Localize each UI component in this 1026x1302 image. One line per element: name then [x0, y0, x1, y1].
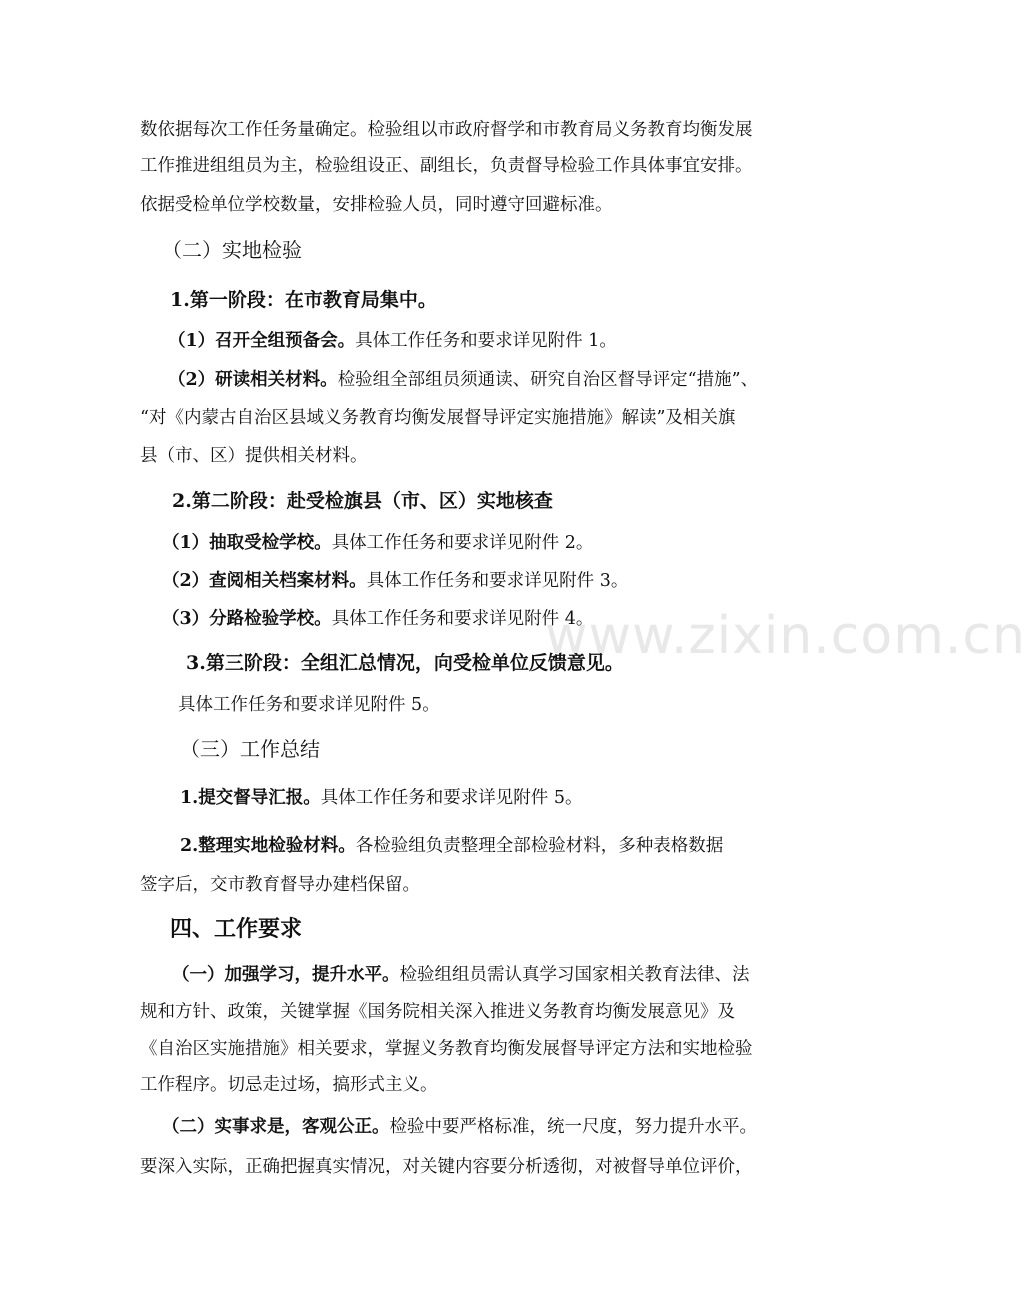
item-text: 具体工作任务和要求详见附件 3。: [366, 571, 629, 591]
item-text: 具体工作任务和要求详见附件 1。: [355, 331, 617, 351]
paragraph-line: 工作推进组组员为主，检验组设正、副组长，负责督导检验工作具体事宜安排。: [140, 156, 753, 176]
item-text: 检验中要严格标准，统一尺度，努力提升水平。: [389, 1117, 757, 1137]
watermark: www.zixin.com.cn: [545, 606, 1026, 666]
item-text: 检验组全部组员须通读、研究自治区督导评定“措施”、: [337, 370, 759, 390]
paragraph-line: 县（市、区）提供相关材料。: [140, 446, 368, 466]
item-lead: 1.提交督导汇报。: [180, 788, 321, 808]
list-item: [162, 569, 812, 593]
list-item: [162, 1115, 812, 1139]
item-lead: （2）研读相关材料。: [168, 370, 338, 390]
paragraph-line: 数依据每次工作任务量确定。检验组以市政府督学和市教育局义务教育均衡发展: [140, 120, 753, 140]
part-heading: 四、工作要求: [170, 916, 303, 942]
paragraph-line: 签字后，交市教育督导办建档保留。: [140, 875, 420, 895]
stage-heading: 1.第一阶段：在市教育局集中。: [170, 289, 437, 311]
section-heading: （三）工作总结: [180, 737, 320, 761]
item-text: 具体工作任务和要求详见附件 4。: [331, 609, 594, 629]
paragraph-line: 规和方针、政策，关键掌握《国务院相关深入推进义务教育均衡发展意见》及: [140, 1002, 735, 1022]
item-text: 各检验组负责整理全部检验材料，多种表格数据: [355, 836, 724, 856]
paragraph-line: 具体工作任务和要求详见附件 5。: [178, 695, 440, 715]
item-lead: 2.整理实地检验材料。: [180, 836, 356, 856]
item-text: 具体工作任务和要求详见附件 2。: [331, 533, 594, 553]
item-text: 具体工作任务和要求详见附件 5。: [320, 788, 583, 808]
list-item: [168, 368, 818, 392]
item-lead: （3）分路检验学校。: [162, 609, 332, 629]
list-item: [172, 963, 822, 987]
item-lead: （一）加强学习，提升水平。: [172, 965, 400, 985]
paragraph-line: 工作程序。切忌走过场，搞形式主义。: [140, 1075, 438, 1095]
item-text: 检验组组员需认真学习国家相关教育法律、法: [399, 965, 750, 985]
paragraph-line: 依据受检单位学校数量，安排检验人员，同时遵守回避标准。: [140, 195, 613, 215]
paragraph-line: 要深入实际，正确把握真实情况，对关键内容要分析透彻，对被督导单位评价，: [140, 1157, 753, 1177]
list-item: [162, 531, 812, 555]
stage-heading: 3.第三阶段：全组汇总情况，向受检单位反馈意见。: [186, 652, 624, 674]
item-lead: （二）实事求是，客观公正。: [162, 1117, 390, 1137]
list-item: [180, 786, 830, 810]
item-lead: （2）查阅相关档案材料。: [162, 571, 367, 591]
item-lead: （1）抽取受检学校。: [162, 533, 332, 553]
paragraph-line: 《自治区实施措施》相关要求，掌握义务教育均衡发展督导评定方法和实地检验: [140, 1039, 753, 1059]
list-item: [168, 329, 818, 353]
section-heading: （二）实地检验: [162, 238, 302, 262]
item-lead: （1）召开全组预备会。: [168, 331, 356, 351]
stage-heading: 2.第二阶段：赴受检旗县（市、区）实地核查: [172, 490, 553, 512]
paragraph-line: “对《内蒙古自治区县域义务教育均衡发展督导评定实施措施》解读”及相关旗: [140, 408, 736, 428]
list-item: [180, 834, 830, 858]
